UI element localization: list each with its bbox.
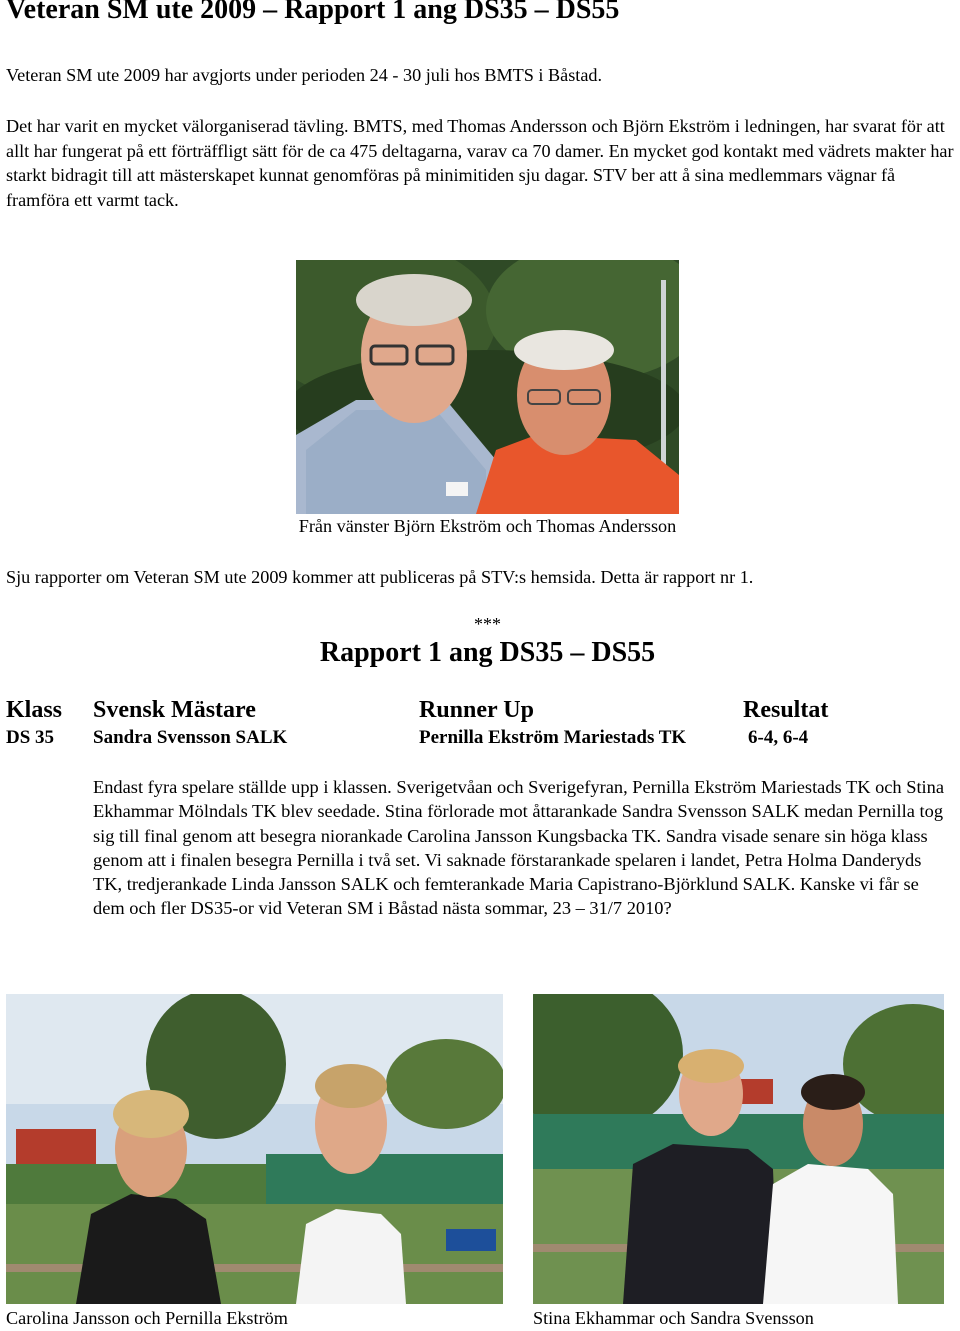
photo-caption-1: Från vänster Björn Ekström och Thomas Andersson	[298, 516, 677, 536]
page-title: Veteran SM ute 2009 – Rapport 1 ang DS35 – DS55	[6, 0, 620, 25]
table-cell-klass: DS 35	[6, 727, 55, 748]
table-cell-runner-up: Pernilla Ekström Mariestads TK	[419, 727, 687, 748]
intro-paragraph: Veteran SM ute 2009 har avgjorts under perioden 24 - 30 juli hos BMTS i Båstad.	[6, 65, 603, 85]
table-header-runner-up: Runner Up	[419, 697, 534, 723]
table-cell-mastare: Sandra Svensson SALK	[93, 727, 288, 748]
table-header-resultat: Resultat	[743, 697, 829, 723]
section-title: Rapport 1 ang DS35 – DS55	[319, 637, 656, 668]
photo-caption-3: Stina Ekhammar och Sandra Svensson	[533, 1308, 814, 1328]
photo-caption-2: Carolina Jansson och Pernilla Ekström	[6, 1308, 288, 1328]
photo-jansson-ekstrom	[6, 994, 503, 1304]
report-info-paragraph: Sju rapporter om Veteran SM ute 2009 kommer att publiceras på STV:s hemsida. Detta är rapport nr 1.	[6, 567, 754, 587]
photo-ekstrom-andersson	[296, 260, 679, 514]
photo-ekhammar-svensson	[533, 994, 944, 1304]
table-cell-resultat: 6-4, 6-4	[748, 727, 809, 748]
separator: ***	[474, 614, 501, 634]
ds35-report-text: Endast fyra spelare ställde upp i klassen. Sverigetvåan och Sverigefyran, Pernilla Ekström Mariestads TK och Stina Ekhammar Mölndals TK blev seedade. Stina förlorade mot åttarankade Sandra Svensson SALK medan Pernilla tog sig till final genom att besegra niorankade Carolina Jansson Kungsbacka TK. Sandra visade senare sin höga klass genom att i finalen besegra Pernilla i två set. Vi saknade förstarankade spelaren i landet, Petra Holma Danderyds TK, tredjerankade Linda Jansson SALK och femterankade Maria Capistrano-Björklund SALK. Kanske vi får se dem och fler DS35-or vid Veteran SM i Båstad nästa sommar, 23 – 31/7 2010?	[93, 777, 945, 919]
thanks-paragraph: Det har varit en mycket välorganiserad tävling. BMTS, med Thomas Andersson och Björn Ekström i ledningen, har svarat för att allt har fungerat på ett förträffligt sätt för de ca 475 deltagarna, varav ca 70 damer. En mycket god kontakt med vädrets makter har starkt bidragit till att mästerskapet kunnat genomföras på minimitiden sju dagar. STV ber att å sina medlemmars vägnar få framföra ett varmt tack.	[6, 116, 954, 210]
table-header-klass: Klass	[6, 697, 63, 723]
table-header-mastare: Svensk Mästare	[93, 697, 256, 723]
